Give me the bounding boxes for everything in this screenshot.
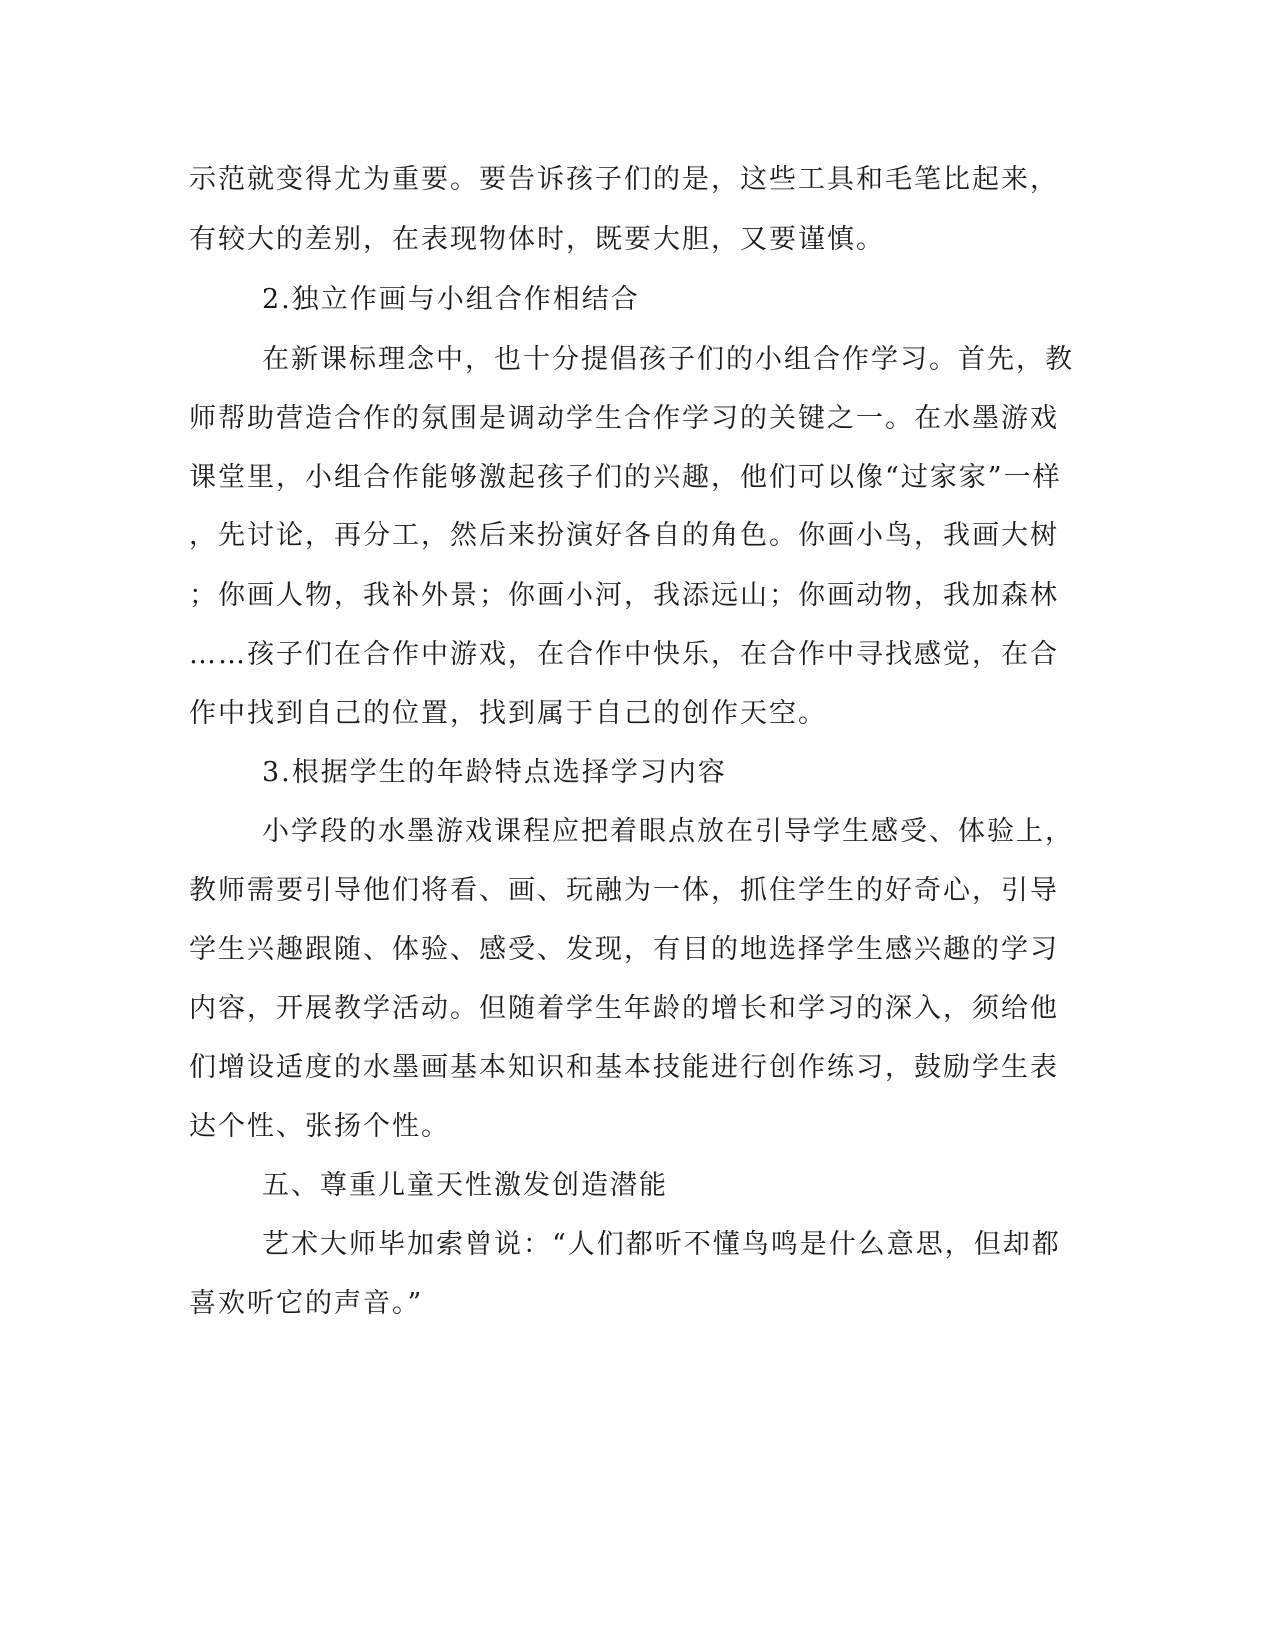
section-heading: 五、尊重儿童天性激发创造潜能 — [262, 1170, 668, 1201]
paragraph-line: ；你画人物，我补外景；你画小河，我添远山；你画动物，我加森林 — [189, 580, 1059, 611]
paragraph-line: 作中找到自己的位置，找到属于自己的创作天空。 — [189, 698, 827, 729]
paragraph-line: 师帮助营造合作的氛围是调动学生合作学习的关键之一。在水墨游戏 — [189, 403, 1059, 434]
paragraph-line: ，先讨论，再分工，然后来扮演好各自的角色。你画小鸟，我画大树 — [189, 520, 1059, 551]
paragraph-line: 们增设适度的水墨画基本知识和基本技能进行创作练习，鼓励学生表 — [189, 1052, 1059, 1083]
paragraph-line: 达个性、张扬个性。 — [189, 1111, 450, 1142]
section-heading: 3.根据学生的年龄特点选择学习内容 — [262, 757, 727, 788]
paragraph-line: 学生兴趣跟随、体验、感受、发现，有目的地选择学生感兴趣的学习 — [189, 934, 1059, 965]
paragraph-line: ……孩子们在合作中游戏，在合作中快乐，在合作中寻找感觉，在合 — [189, 639, 1059, 670]
paragraph-line: 内容，开展教学活动。但随着学生年龄的增长和学习的深入，须给他 — [189, 993, 1059, 1024]
paragraph-line: 在新课标理念中，也十分提倡孩子们的小组合作学习。首先，教 — [262, 344, 1074, 375]
paragraph-line: 小学段的水墨游戏课程应把着眼点放在引导学生感受、体验上， — [262, 816, 1074, 847]
paragraph-line: 喜欢听它的声音。” — [189, 1288, 424, 1319]
paragraph-line: 有较大的差别，在表现物体时，既要大胆，又要谨慎。 — [189, 224, 885, 255]
paragraph-line: 艺术大师毕加索曾说：“人们都听不懂鸟鸣是什么意思，但却都 — [262, 1229, 1061, 1260]
section-heading: 2.独立作画与小组合作相结合 — [262, 284, 640, 315]
paragraph-line: 教师需要引导他们将看、画、玩融为一体，抓住学生的好奇心，引导 — [189, 875, 1059, 906]
paragraph-line: 课堂里，小组合作能够激起孩子们的兴趣，他们可以像“过家家”一样 — [189, 462, 1062, 493]
paragraph-line: 示范就变得尤为重要。要告诉孩子们的是，这些工具和毛笔比起来， — [189, 164, 1059, 195]
